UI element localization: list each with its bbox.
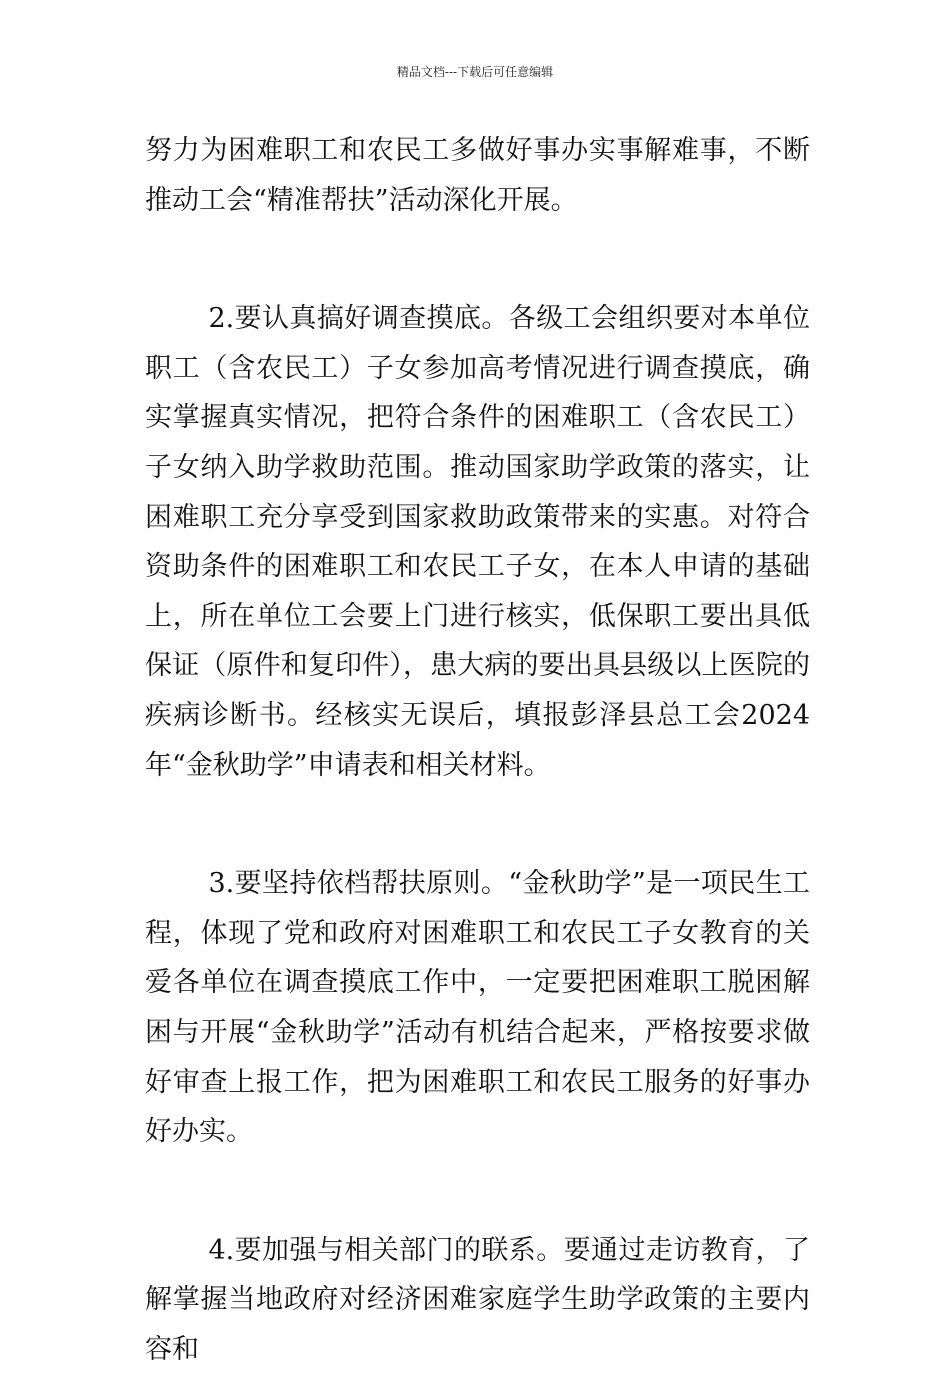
paragraph-item-3: 3.要坚持依档帮扶原则。“金秋助学”是一项民生工程，体现了党和政府对困难职工和农民工子女教育的关爱各单位在调查摸底工作中，一定要把困难职工脱困解困与开展“金秋助学”活动有机结合起来，严格按要求做好审查上报工作，把为困难职工和农民工服务的好事办好办实。: [145, 868, 810, 1148]
paragraph-item-4: 4.要加强与相关部门的联系。要通过走访教育，了解掌握当地政府对经济困难家庭学生助学政策的主要内容和: [145, 1234, 810, 1365]
paragraph-continuation: 努力为困难职工和农民工多做好事办实事解难事，不断推动工会“精准帮扶”活动深化开展。: [145, 135, 810, 216]
page-header: 精品文档---下载后可任意编辑: [396, 65, 554, 79]
document-body: [145, 126, 810, 1374]
paragraph-item-2: 2.要认真搞好调查摸底。各级工会组织要对本单位职工（含农民工）子女参加高考情况进行调查摸底，确实掌握真实情况，把符合条件的困难职工（含农民工）子女纳入助学救助范围。推动国家助学政策的落实，让困难职工充分享受到国家救助政策带来的实惠。对符合资助条件的困难职工和农民工子女，在本人申请的基础上，所在单位工会要上门进行核实，低保职工要出具低保证（原件和复印件），患大病的要出具县级以上医院的疾病诊断书。经核实无误后，填报彭泽县总工会2024年“金秋助学”申请表和相关材料。: [145, 303, 810, 781]
